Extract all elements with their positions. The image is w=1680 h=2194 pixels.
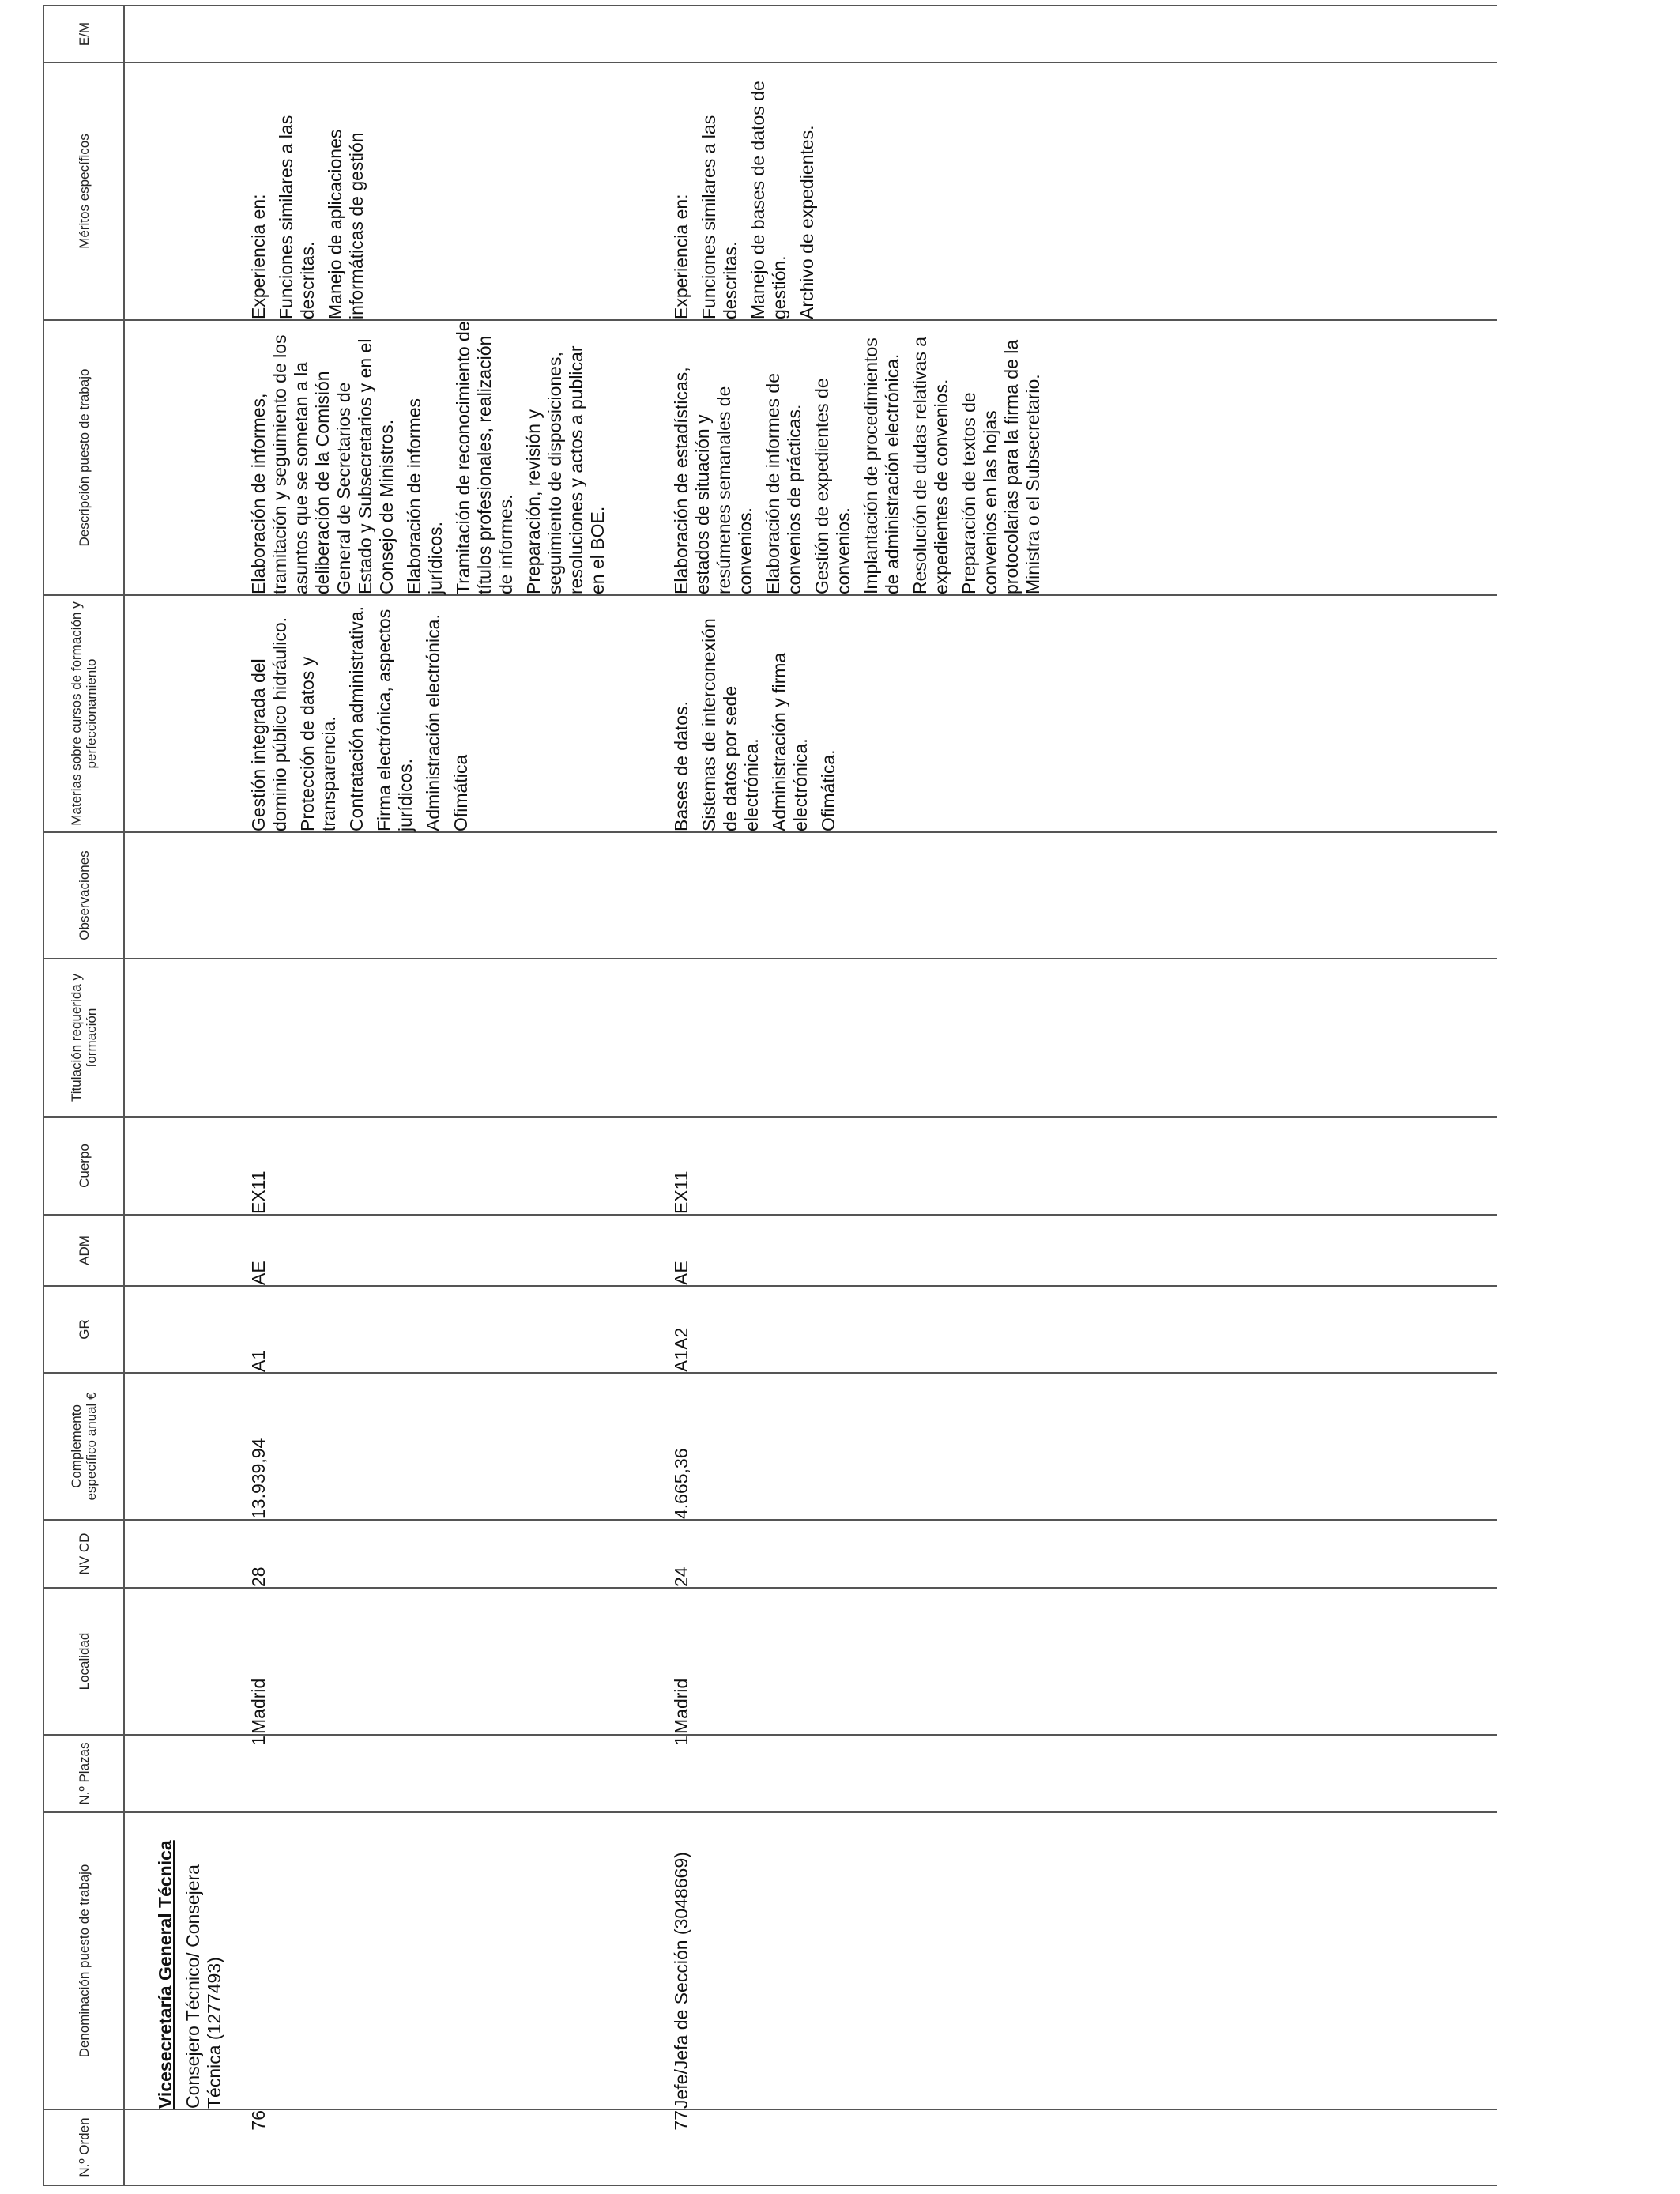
header-grupo: GR [43,1286,124,1373]
descripcion-item: Tramitación de reconocimiento de títulos profesionales, realización de informes. [453,321,516,594]
cell-grupo: A1 [124,1286,671,1373]
descripcion-item: Preparación, revisión y seguimiento de disposiciones, resoluciones y actos a publicar en el BOE. [523,345,608,594]
cell-descripcion [124,320,671,595]
cell-grupo: A1A2 [671,1286,1497,1373]
descripcion-item: Elaboración de informes jurídicos. [404,398,446,594]
descripcion-item: Elaboración de informes, tramitación y seguimiento de los asuntos que se sometan a la deliberación de la Comisión General de Secretarios de Estado y Subsecretarios y en el Consejo de Ministros. [248,334,397,594]
merito-item: Experiencia en: [671,194,691,319]
cell-cuerpo: EX11 [671,1117,1497,1215]
section-title: Vicesecretaría General Técnica [155,1840,175,2109]
cell-materias [671,595,1497,832]
cell-observaciones [124,832,671,959]
merito-item: Manejo de bases de datos de gestión. [748,81,789,319]
materia-item: Administración electrónica. [423,614,443,831]
table-row [671,6,1497,2185]
cell-denominacion [671,1812,1497,2109]
descripcion-item: Elaboración de informes de convenios de prácticas. [763,373,804,594]
header-orden: N.º Orden [43,2109,124,2185]
cell-plazas: 1 [124,1735,671,1812]
merito-item: Funciones similares a las descritas. [276,115,318,319]
cell-adm: AE [124,1215,671,1286]
materia-item: Ofimática [450,754,471,831]
header-localidad: Localidad [43,1588,124,1735]
materia-item: Contratación administrativa. [346,605,367,831]
header-titulacion: Titulación requerida y formación [43,959,124,1117]
materia-item: Firma electrónica, aspectos jurídicos. [374,609,416,831]
header-nivel: NV CD [43,1520,124,1588]
header-descripcion: Descripción puesto de trabajo [43,320,124,595]
cell-meritos [124,62,671,320]
descripcion-item: Gestión de expedientes de convenios. [812,378,853,594]
cell-cuerpo: EX11 [124,1117,671,1215]
cell-complemento: 13.939,94 [124,1373,671,1520]
cell-em [124,6,671,62]
cell-localidad: Madrid [671,1588,1497,1735]
header-em: E/M [43,6,124,62]
cell-orden: 77 [671,2109,1497,2185]
cell-localidad: Madrid [124,1588,671,1735]
cell-adm: AE [671,1215,1497,1286]
merito-item: Archivo de expedientes. [797,125,817,319]
materia-item: Sistemas de interconexión de datos por sede electrónica. [699,618,762,831]
header-complemento: Complemento específico anual € [43,1373,124,1520]
materia-item: Gestión integrada del dominio público hidráulico. [248,616,290,831]
denominacion-text: Consejero Técnico/ Consejera Técnica (1277493) [183,1864,224,2109]
descripcion-item: Preparación de textos de convenios en las hojas protocolarias para la firma de la Ministra o el Subsecretario. [959,339,1043,594]
cell-denominacion [124,1812,671,2109]
descripcion-item: Elaboración de estadísticas, estados de situación y resúmenes semanales de convenios. [671,367,755,594]
header-adm: ADM [43,1215,124,1286]
table-row [124,6,671,2185]
cell-nivel: 28 [124,1520,671,1588]
materia-item: Ofimática. [818,749,838,831]
merito-item: Funciones similares a las descritas. [699,115,740,319]
cell-materias [124,595,671,832]
descripcion-item: Resolución de dudas relativas a expedientes de convenios. [910,336,951,594]
merito-item: Manejo de aplicaciones informáticas de gestión [325,129,367,319]
cell-em [671,6,1497,62]
job-positions-table [43,5,1497,2186]
header-plazas: N.º Plazas [43,1735,124,1812]
header-denominacion: Denominación puesto de trabajo [43,1812,124,2109]
denominacion-text: Jefe/Jefa de Sección (3048669) [671,1852,691,2109]
header-meritos: Méritos específicos [43,62,124,320]
cell-meritos [671,62,1497,320]
header-materias: Materias sobre cursos de formación y perfeccionamiento [43,595,124,832]
header-observaciones: Observaciones [43,832,124,959]
cell-descripcion [671,320,1497,595]
cell-orden: 76 [124,2109,671,2185]
cell-titulacion [671,959,1497,1117]
descripcion-item: Implantación de procedimientos de administración electrónica. [861,337,902,594]
cell-complemento: 4.665,36 [671,1373,1497,1520]
materia-item: Protección de datos y transparencia. [297,656,339,831]
header-row [43,6,124,2185]
materia-item: Administración y firma electrónica. [769,652,811,831]
header-cuerpo: Cuerpo [43,1117,124,1215]
merito-item: Experiencia en: [248,194,269,319]
cell-nivel: 24 [671,1520,1497,1588]
cell-plazas: 1 [671,1735,1497,1812]
cell-titulacion [124,959,671,1117]
cell-observaciones [671,832,1497,959]
materia-item: Bases de datos. [671,701,691,831]
